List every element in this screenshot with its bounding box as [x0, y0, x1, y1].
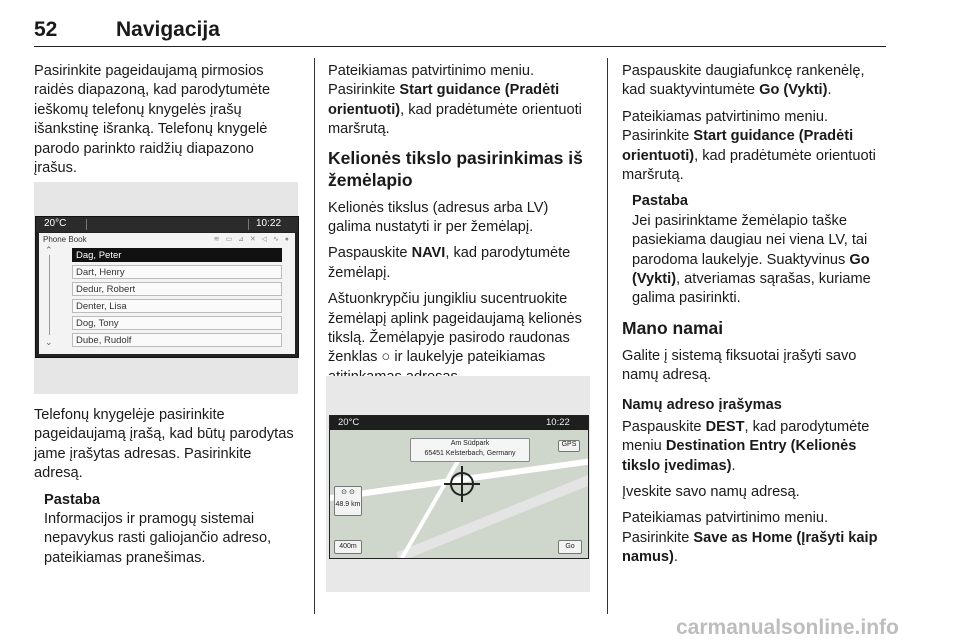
page-title: Navigacija: [116, 18, 220, 41]
go-button[interactable]: Go: [558, 540, 582, 554]
text: , kad pradėtumėte orientuoti maršrutą.: [328, 101, 582, 138]
col2-p1: [328, 62, 594, 140]
button-term: DEST: [705, 418, 745, 435]
column-1-lower: [34, 406, 300, 568]
text: , atveriamas sąrašas, kuriame galima pasirinkti.: [632, 271, 871, 307]
col3-p3: Galite į sistemą fiksuotai įrašyti savo namų adresą.: [622, 347, 857, 384]
column-divider-2: [607, 58, 608, 614]
header-rule: [34, 46, 886, 47]
column-3: [622, 62, 890, 575]
text: , kad parodytumėte žemėlapį.: [328, 245, 571, 281]
col3-p1: [622, 62, 890, 101]
phonebook-entry[interactable]: Dog, Tony: [72, 316, 282, 330]
col3-p2: [622, 108, 890, 186]
col3-p5: Įveskite savo namų adresą.: [622, 483, 800, 500]
phonebook-body: [39, 233, 295, 354]
text: Jei pasirinktame žemėlapio taške pasiekiama daugiau nei viena LV, tai parodoma laukelyje. Suaktyvinus: [632, 212, 868, 268]
text: Pateikiamas patvirtinimo meniu. Pasirinkite: [622, 510, 829, 546]
clock: 10:22: [546, 417, 570, 428]
phonebook-entry[interactable]: Dube, Rudolf: [72, 333, 282, 347]
menu-term: Destination Entry (Kelionės tikslo įvedimas): [622, 438, 857, 474]
text: , kad parodytumėte meniu: [622, 418, 870, 455]
address-street: Am Südpark: [450, 440, 490, 447]
distance: 48.9 km: [335, 501, 361, 508]
phonebook-screen: [35, 216, 299, 358]
scrollbar[interactable]: [49, 255, 50, 335]
status-icons: ≋ ▭ ⊿ ✕ ◁ ∿ ●: [213, 236, 291, 243]
phonebook-entry[interactable]: Dedur, Robert: [72, 282, 282, 296]
note-title: Pastaba: [44, 491, 100, 508]
menu-term: Start guidance (Pradėti orientuoti): [328, 82, 560, 118]
address-box: [410, 438, 530, 462]
text: Paspauskite: [328, 245, 412, 262]
note-title: Pastaba: [632, 193, 688, 210]
button-term: NAVI: [411, 245, 446, 262]
page-header: [34, 18, 220, 42]
temperature: 20°C: [44, 218, 67, 229]
temperature: 20°C: [338, 417, 360, 428]
col1-intro: Pasirinkite pageidaujamą pirmosios raidės diapazoną, kad parodytumėte ieškomų telefonų knygelės įrašų išankstinę išranką. Telefonų knygelė parodo parinkto raidžių diapazono įrašus.: [34, 63, 271, 177]
column-2: [328, 62, 594, 394]
scroll-down-icon[interactable]: ⌄: [45, 337, 53, 347]
status-separator: [248, 219, 249, 230]
column-1: [34, 62, 300, 185]
phonebook-entry[interactable]: Dag, Peter: [72, 248, 282, 262]
section-heading: Mano namai: [622, 317, 724, 338]
col2-p3: [328, 244, 594, 283]
distance-panel: [334, 486, 362, 516]
col1-after: Telefonų knygelėje pasirinkite pageidaujamą įrašą, kad būtų parodytas jame įrašytas adresas. Pasirinkite adresą.: [34, 407, 294, 482]
status-separator: [86, 219, 87, 230]
page-number: 52: [34, 18, 58, 41]
section-heading: Kelionės tikslo pasirinkimas iš žemėlapio: [328, 147, 583, 190]
text: Paspauskite daugiafunkcę rankenėlę, kad suaktyvintumėte: [622, 63, 865, 99]
watermark: carmanualsonline.info: [676, 616, 899, 639]
map-status-bar: [330, 416, 588, 430]
subsection-heading: Namų adreso įrašymas: [622, 396, 782, 413]
menu-term: Go (Vykti): [632, 251, 870, 288]
gps-button[interactable]: GPS: [558, 440, 580, 452]
menu-term: Start guidance (Pradėti orientuoti): [622, 128, 854, 164]
status-bar: [36, 217, 298, 232]
map-screen: [329, 415, 589, 559]
col2-p2: Kelionės tikslus (adresus arba LV) galima nustatyti ir per žemėlapį.: [328, 199, 549, 236]
phonebook-entry[interactable]: Dart, Henry: [72, 265, 282, 279]
text: Pateikiamas patvirtinimo meniu. Pasirinkite: [622, 108, 829, 145]
note-text: Informacijos ir pramogų sistemai nepavykus rasti galiojančio adreso, pateikiamas pranešimas.: [44, 511, 272, 566]
text: .: [731, 457, 736, 474]
text: Pateikiamas patvirtinimo meniu. Pasirinkite: [328, 63, 535, 99]
scroll-up-icon[interactable]: ⌃: [45, 245, 53, 255]
col3-p6: [622, 509, 890, 567]
compass-icon: ⊙ ⊙: [341, 489, 355, 496]
text: Paspauskite: [622, 418, 706, 435]
crosshair-line: [444, 483, 480, 485]
phonebook-heading: Phone Book: [43, 235, 87, 244]
scale-indicator: 400m: [334, 540, 362, 554]
menu-term: Save as Home (Įrašyti kaip namus): [622, 529, 878, 566]
note-1: [34, 491, 300, 569]
col2-p4: Aštuonkrypčiu jungikliu sucentruokite žemėlapį aplink pageidaujamą kelionės tikslą. Žemėlapyje pasirodo raudonas ženklas ○ ir laukelyje pateikiamas: [328, 291, 582, 366]
col3-p4: [622, 418, 890, 476]
clock: 10:22: [256, 218, 282, 229]
text: .: [673, 549, 678, 566]
address-city: 65451 Kelsterbach, Germany: [424, 450, 516, 457]
column-divider-1: [314, 58, 315, 614]
menu-term: Go (Vykti): [759, 82, 828, 99]
text: , kad pradėtumėte orientuoti maršrutą.: [622, 147, 876, 184]
note-2: [622, 192, 890, 308]
phonebook-entry[interactable]: Denter, Lisa: [72, 299, 282, 313]
text: .: [827, 82, 832, 99]
